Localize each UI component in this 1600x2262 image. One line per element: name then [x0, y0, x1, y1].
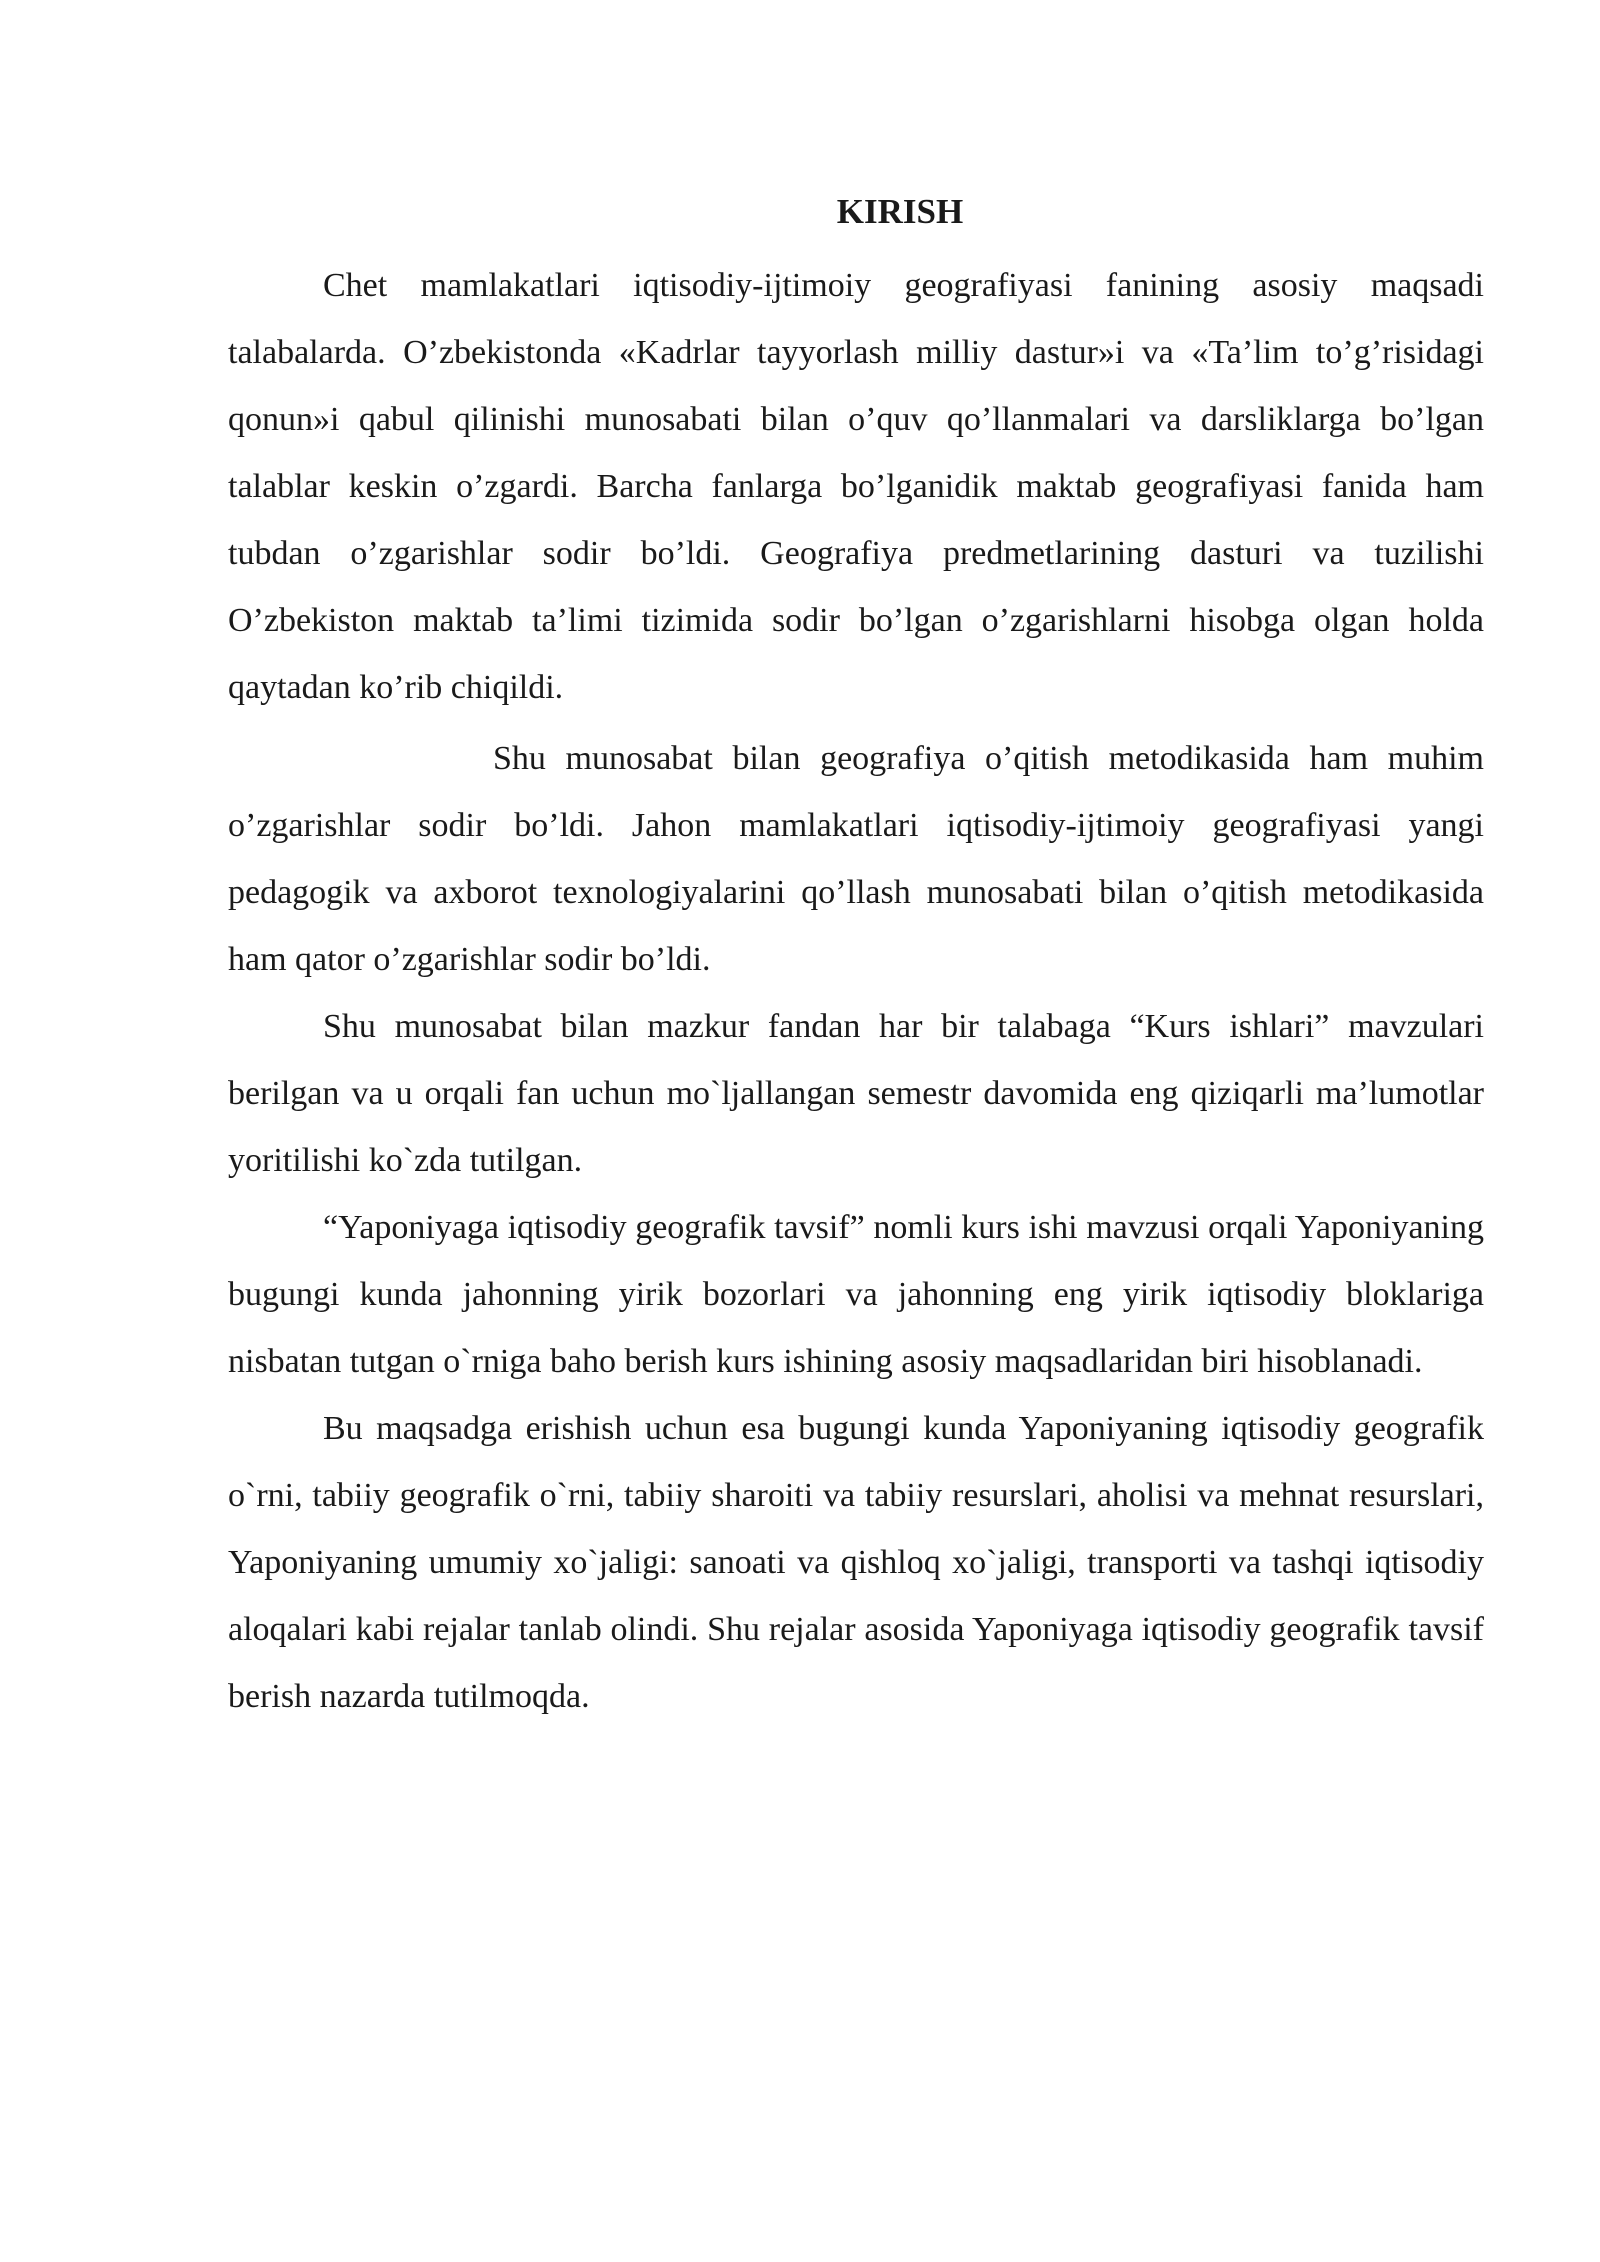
paragraph-methodology: Shu munosabat bilan geografiya o’qitish metodikasida ham muhim o’zgarishlar sodir bo’ldi. Jahon mamlakatlari iqtisodiy-ijtimoiy geografiyasi yangi pedagogik va axborot texnologiyalarini qo’llash munosabati bilan o’qitish metodikasida ham qator o’zgarishlar sodir bo’ldi. [228, 740, 1484, 978]
paragraph-course-work: Shu munosabat bilan mazkur fandan har bir talabaga “Kurs ishlari” mavzulari berilgan va u orqali fan uchun mo`ljallangan semestr davomida eng qiziqarli ma’lumotlar yoritilishi ko`zda tutilgan. [228, 1008, 1484, 1179]
paragraph-intro: Chet mamlakatlari iqtisodiy-ijtimoiy geografiyasi fanining asosiy maqsadi talabalarda. O’zbekistonda «Kadrlar tayyorlash milliy dastur»i va «Ta’lim to’g’risidagi qonun»i qabul qilinishi munosabati bilan o’quv qo’llanmalari va darsliklarga bo’lgan talablar keskin o’zgardi. Barcha fanlarga bo’lganidik maktab geografiyasi fanida ham tubdan o’zgarishlar sodir bo’ldi. Geografiya predmetlarining dasturi va tuzilishi O’zbekiston maktab ta’limi tizimida sodir bo’lgan o’zgarishlarni hisobga olgan holda qaytadan ko’rib chiqildi. [228, 267, 1484, 706]
paragraph-plan: Bu maqsadga erishish uchun esa bugungi kunda Yaponiyaning iqtisodiy geografik o`rni, tabiiy geografik o`rni, tabiiy sharoiti va tabiiy resurslari, aholisi va mehnat resurslari, Yaponiyaning umumiy xo`jaligi: sanoati va qishloq xo`jaligi, transporti va tashqi iqtisodiy aloqalari kabi rejalar tanlab olindi. Shu rejalar asosida Yaponiyaga iqtisodiy geografik tavsif berish nazarda tutilmoqda. [228, 1410, 1484, 1715]
paragraph-topic: “Yaponiyaga iqtisodiy geografik tavsif” nomli kurs ishi mavzusi orqali Yaponiyaning bugungi kunda jahonning yirik bozorlari va jahonning eng yirik iqtisodiy bloklariga nisbatan tutgan o`rniga baho berish kurs ishining asosiy maqsadlaridan biri hisoblanadi. [228, 1209, 1484, 1380]
page-title: KIRISH [836, 192, 964, 231]
document-body [228, 252, 1484, 1730]
